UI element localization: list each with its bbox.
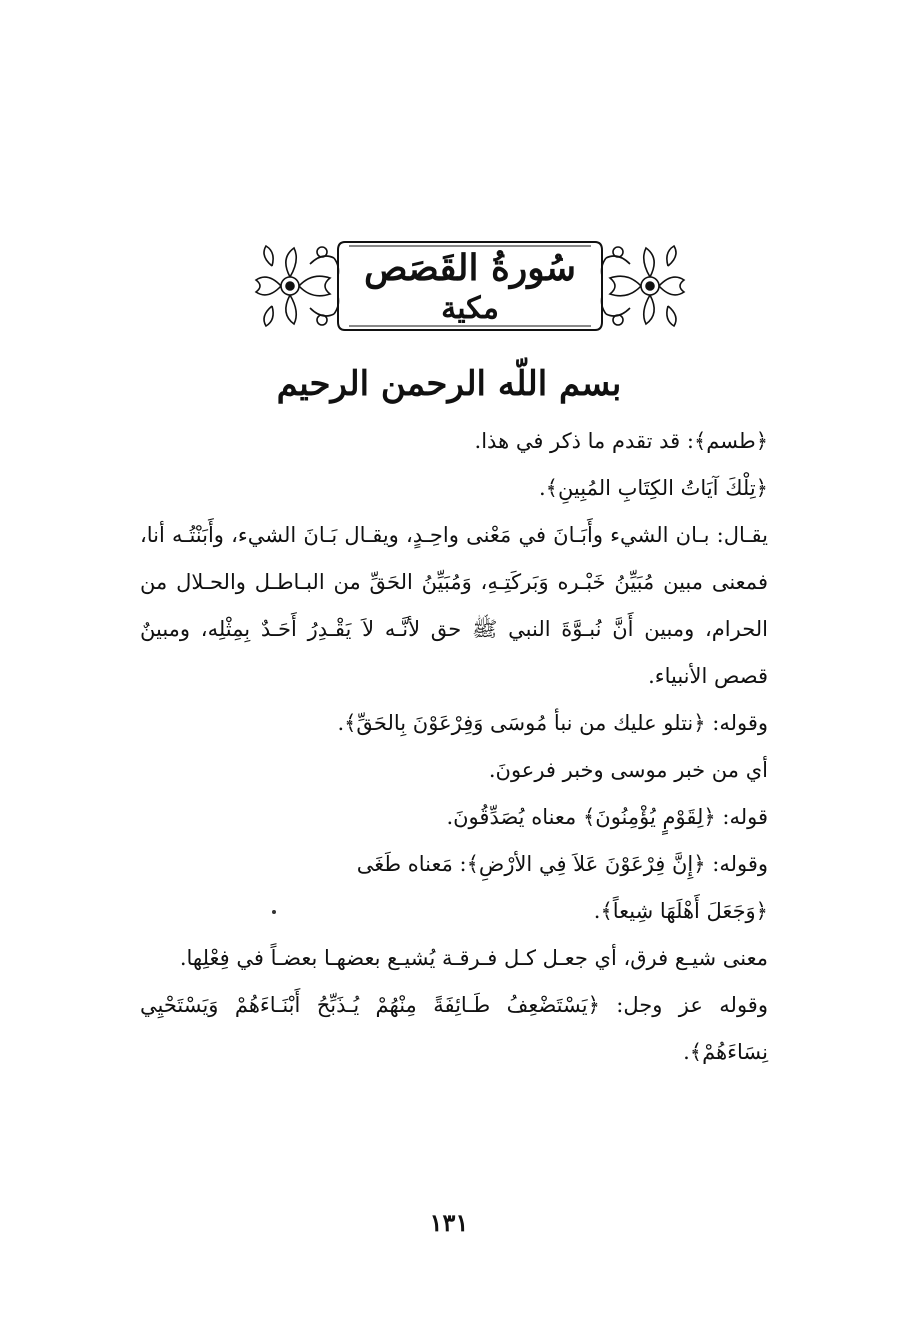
paragraph-9: معنى شيـع فرق، أي جعـل كـل فـرقـة يُشيـع بعضهـا بعضـاً في فِعْلِها. (179, 946, 768, 970)
paragraph-3: يقـال: بـان الشيء وأَبَـانَ في مَعْنى واحِـدٍ، ويقـال بَـانَ الشيء، وأَبَنْتُـه أنا، فمعنى مبين مُبَيِّنُ خَبْـره وَبَركَتِـهِ، وَمُبَيِّنُ الحَقِّ من البـاطـل والحـلال من الحرام، ومبين أَنَّ نُبـوَّةَ النبي ﷺ حق لأنَّـه لاَ يَقْـدِرُ أَحَـدٌ بِمِثْلِه، ومبينٌ قصص الأنبياء. (140, 523, 768, 688)
surah-title: سُورةُ القَصَص (363, 247, 577, 289)
paragraph-7: وقوله: ﴿إِنَّ فِرْعَوْنَ عَلاَ فِي الأرْضِ﴾: مَعناه طَغَى (356, 852, 768, 876)
basmala-heading: بسم اللّه الرحمن الرحيم (276, 364, 622, 404)
paragraph-2: ﴿تِلْكَ آيَاتُ الكِتَابِ المُبِينِ﴾. (538, 476, 768, 500)
paragraph-10: وقوله عز وجل: ﴿يَسْتَضْعِفُ طَـائِفَةً مِنْهُمْ يُـذَبِّحُ أَبْنَـاءَهُمْ وَيَسْتَحْيِي نِسَاءَهُمْ﴾. (140, 993, 768, 1064)
paragraph-6: قوله: ﴿لِقَوْمٍ يُؤْمِنُونَ﴾ معناه يُصَدِّقُونَ. (446, 805, 768, 829)
page-number: ١٣١ (429, 1208, 469, 1237)
surah-header-cartouche (250, 236, 690, 336)
surah-revelation-type: مكية (441, 291, 499, 326)
paragraph-4: وقوله: ﴿نتلو عليك من نبأ مُوسَى وَفِرْعَوْنَ بِالحَقِّ﴾. (337, 711, 768, 735)
stray-dot (272, 910, 276, 914)
paragraph-5: أي من خبر موسى وخبر فرعونَ. (488, 758, 768, 782)
paragraph-1: ﴿طسم﴾: قد تقدم ما ذكر في هذا. (474, 429, 768, 453)
paragraph-8: ﴿وَجَعَلَ أَهْلَهَا شِيعاً﴾. (593, 899, 768, 923)
commentary-body (140, 418, 768, 1076)
